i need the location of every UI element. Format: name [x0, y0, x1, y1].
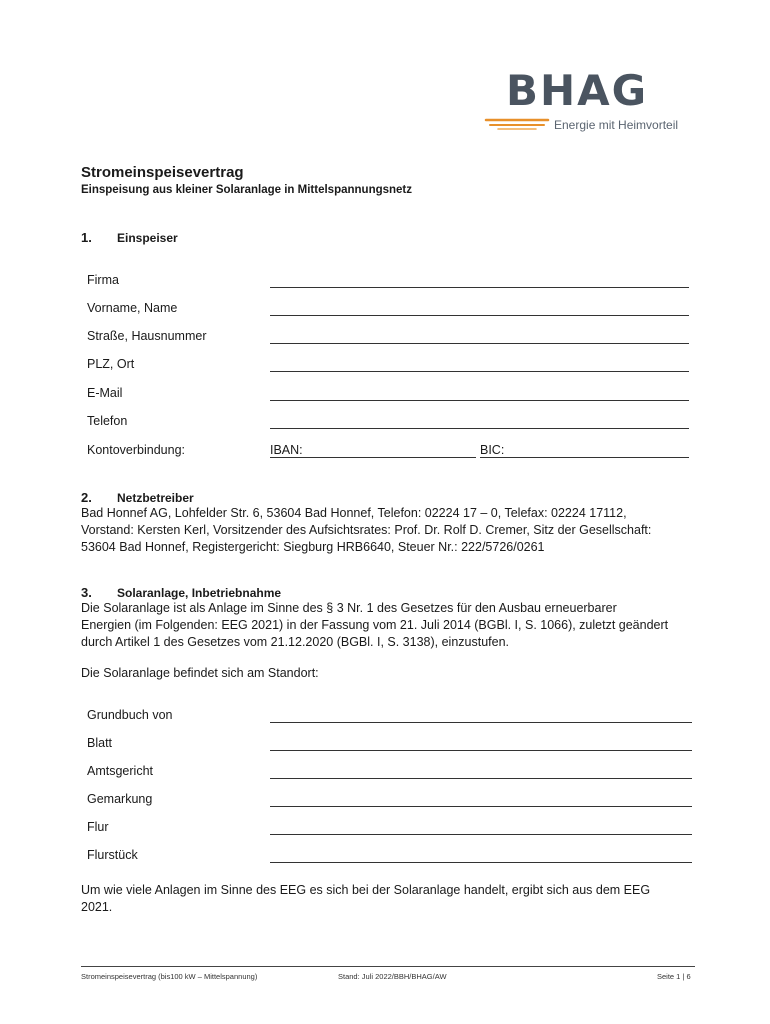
firma-input-line[interactable]	[270, 287, 689, 288]
field-label-name: Vorname, Name	[87, 301, 178, 315]
bic-input-line[interactable]	[480, 457, 689, 458]
field-label-phone: Telefon	[87, 414, 128, 428]
iban-input-line[interactable]	[270, 457, 476, 458]
field-label-gemarkung: Gemarkung	[87, 792, 153, 806]
section-1-title: Einspeiser	[117, 231, 178, 245]
field-label-amtsgericht: Amtsgericht	[87, 764, 153, 778]
footer-center: Stand: Juli 2022/BBH/BHAG/AW	[338, 972, 447, 981]
footer-divider	[81, 966, 695, 967]
gemarkung-input-line[interactable]	[270, 806, 692, 807]
document-title: Stromeinspeisevertrag	[81, 164, 244, 181]
street-input-line[interactable]	[270, 343, 689, 344]
closing-line-1: Um wie viele Anlagen im Sinne des EEG es sich bei der Solaranlage handelt, ergibt sich aus dem EEG	[81, 883, 651, 897]
operator-line-3: 53604 Bad Honnef, Registergericht: Siegburg HRB6640, Steuer Nr.: 222/5726/0261	[81, 540, 545, 554]
footer-left: Stromeinspeisevertrag (bis100 kW – Mittelspannung)	[81, 972, 258, 981]
field-label-blatt: Blatt	[87, 736, 113, 750]
bic-label: BIC:	[480, 443, 505, 457]
flurstueck-input-line[interactable]	[270, 862, 692, 863]
city-input-line[interactable]	[270, 371, 689, 372]
flur-input-line[interactable]	[270, 834, 692, 835]
name-input-line[interactable]	[270, 315, 689, 316]
field-label-grundbuch: Grundbuch von	[87, 708, 173, 722]
field-label-firma: Firma	[87, 273, 119, 287]
grundbuch-input-line[interactable]	[270, 722, 692, 723]
operator-line-2: Vorstand: Kersten Kerl, Vorsitzender des Aufsichtsrates: Prof. Dr. Rolf D. Cremer, Sitz der Gesellschaft:	[81, 523, 652, 537]
operator-line-1: Bad Honnef AG, Lohfelder Str. 6, 53604 Bad Honnef, Telefon: 02224 17 – 0, Telefax: 02224 17112,	[81, 506, 627, 520]
field-label-bank: Kontoverbindung:	[87, 443, 185, 457]
section-2-number: 2.	[81, 490, 92, 505]
logo-tagline: Energie mit Heimvorteil	[554, 118, 679, 132]
company-logo	[484, 68, 694, 138]
document-subtitle: Einspeisung aus kleiner Solaranlage in Mittelspannungsnetz	[81, 184, 413, 196]
amtsgericht-input-line[interactable]	[270, 778, 692, 779]
logo-wordmark: BHAG	[506, 66, 649, 115]
section-1-number: 1.	[81, 230, 92, 245]
footer-page-number: Seite 1 | 6	[657, 972, 691, 981]
field-label-city: PLZ, Ort	[87, 357, 135, 371]
field-label-street: Straße, Hausnummer	[87, 329, 207, 343]
field-label-email: E-Mail	[87, 386, 123, 400]
closing-line-2: 2021.	[81, 900, 113, 914]
section-2-title: Netzbetreiber	[117, 491, 194, 505]
location-intro: Die Solaranlage befindet sich am Standort:	[81, 666, 319, 680]
iban-label: IBAN:	[270, 443, 303, 457]
blatt-input-line[interactable]	[270, 750, 692, 751]
solar-text-line-2: Energien (im Folgenden: EEG 2021) in der Fassung vom 21. Juli 2014 (BGBl. I, S. 1066), zuletzt geändert	[81, 618, 669, 632]
section-3-title: Solaranlage, Inbetriebnahme	[117, 586, 282, 600]
solar-text-line-3: durch Artikel 1 des Gesetzes vom 21.12.2020 (BGBl. I, S. 3138), einzustufen.	[81, 635, 510, 649]
field-label-flur: Flur	[87, 820, 109, 834]
field-label-flurstueck: Flurstück	[87, 848, 138, 862]
solar-text-line-1: Die Solaranlage ist als Anlage im Sinne des § 3 Nr. 1 des Gesetzes für den Ausbau erneuerbarer	[81, 601, 617, 615]
logo-swoosh-icon	[484, 116, 552, 132]
phone-input-line[interactable]	[270, 428, 689, 429]
section-3-number: 3.	[81, 585, 92, 600]
email-input-line[interactable]	[270, 400, 689, 401]
